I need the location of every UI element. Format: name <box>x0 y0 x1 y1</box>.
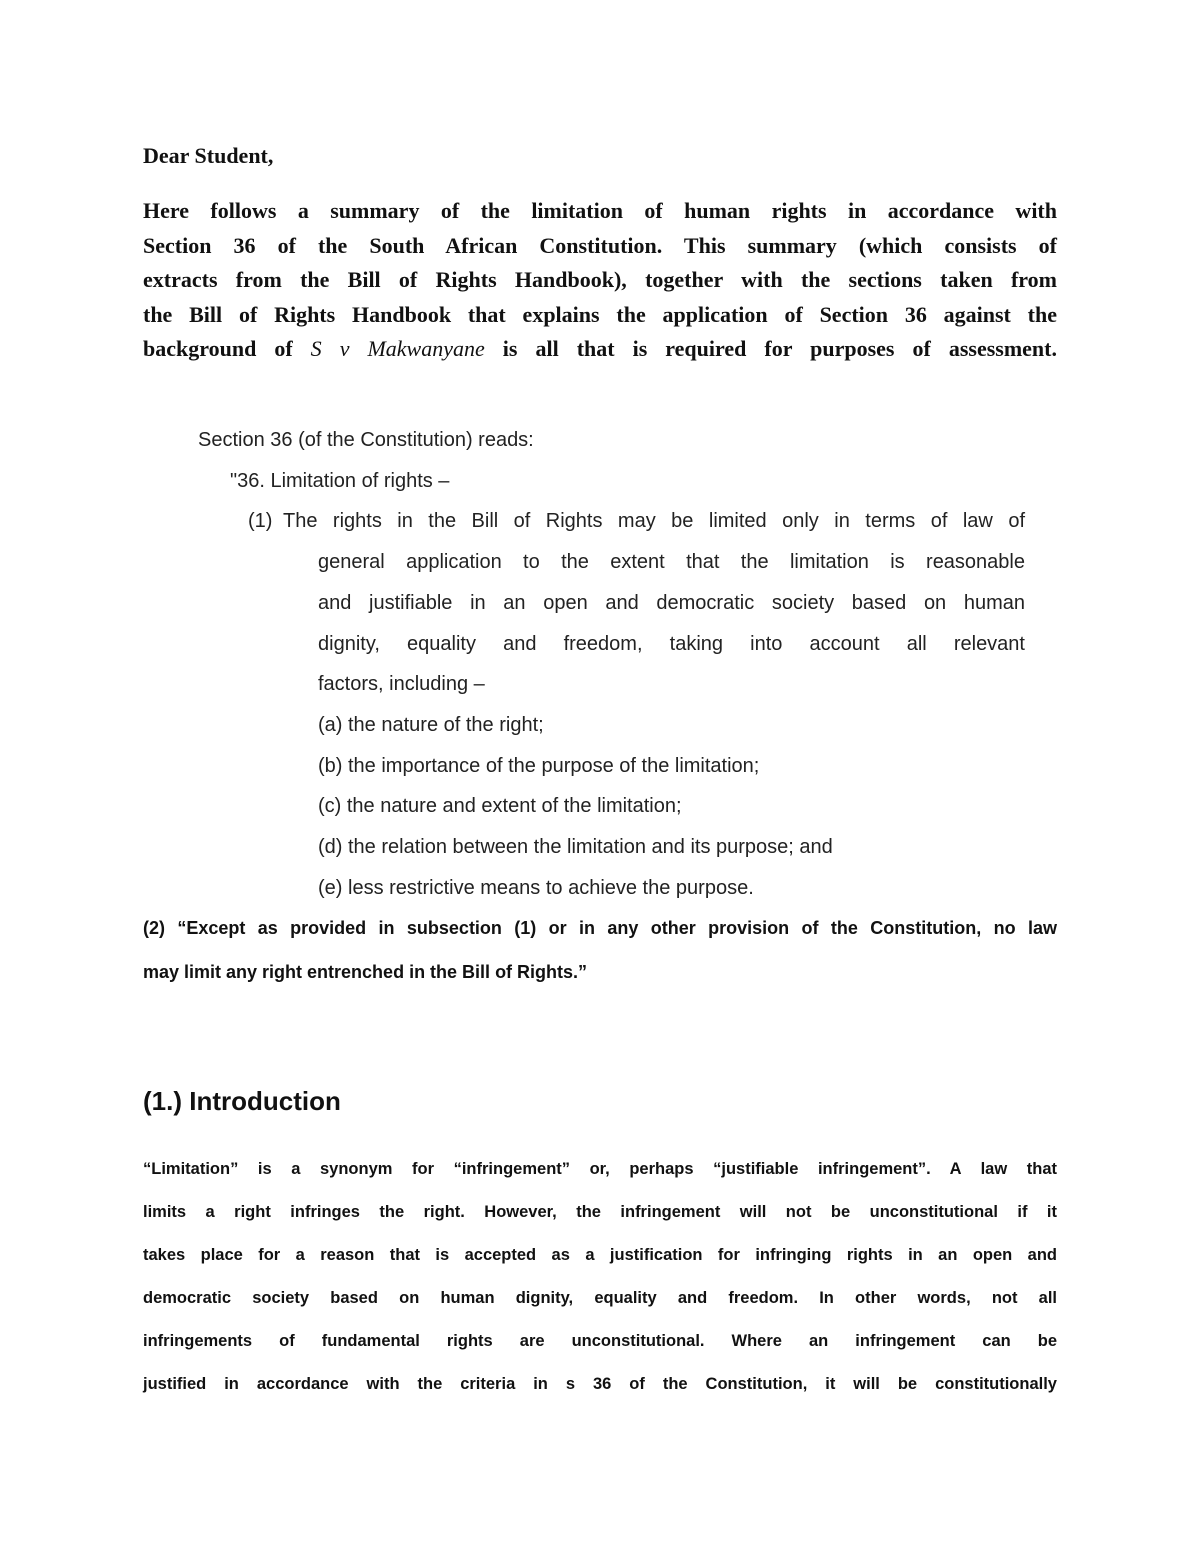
factor-item: (e) less restrictive means to achieve the purpose. <box>318 876 754 899</box>
text: is all that is required for purposes of assessment. <box>484 336 1057 361</box>
paragraph-line <box>143 332 1057 367</box>
paragraph-line: infringements of fundamental rights are unconstitutional. Where an infringement can be <box>143 1332 1057 1350</box>
text: background of <box>143 336 311 361</box>
summary-paragraph <box>143 194 1057 367</box>
paragraph-line: Here follows a summary of the limitation of human rights in accordance with <box>143 198 1057 223</box>
subsection-2 <box>143 906 1057 994</box>
introduction-paragraph <box>143 1148 1057 1406</box>
paragraph-line: may limit any right entrenched in the Bill of Rights.” <box>143 962 588 982</box>
subsection-1-line: and justifiable in an open and democratic society based on human <box>318 591 1025 614</box>
section-title: "36. Limitation of rights – <box>230 469 450 492</box>
paragraph-line: the Bill of Rights Handbook that explains the application of Section 36 against the <box>143 301 1057 327</box>
section-intro: Section 36 (of the Constitution) reads: <box>198 429 534 451</box>
factor-item: (d) the relation between the limitation and its purpose; and <box>318 836 833 859</box>
subsection-1-line: factors, including – <box>318 673 485 696</box>
text: The rights in the Bill of Rights may be limited only in terms of law of <box>283 510 1025 533</box>
section-36-quote <box>0 420 1200 908</box>
paragraph-line: democratic society based on human dignity, equality and freedom. In other words, not all <box>143 1289 1057 1307</box>
factor-item: (a) the nature of the right; <box>318 713 544 736</box>
factor-item: (c) the nature and extent of the limitation; <box>318 795 682 818</box>
subsection-1-line: general application to the extent that the limitation is reasonable <box>318 551 1025 574</box>
subsection-number: (1) <box>248 510 273 533</box>
paragraph-line: takes place for a reason that is accepted as a justification for infringing rights in an open and <box>143 1246 1057 1264</box>
case-name: S v Makwanyane <box>310 336 485 361</box>
factor-item: (b) the importance of the purpose of the limitation; <box>318 754 760 777</box>
paragraph-line: justified in accordance with the criteria in s 36 of the Constitution, it will be constitutionally <box>143 1375 1057 1393</box>
subsection-1-line: dignity, equality and freedom, taking into account all relevant <box>318 632 1025 655</box>
subsection-1-line <box>248 501 1025 542</box>
paragraph-line: (2) “Except as provided in subsection (1) or in any other provision of the Constitution, no law <box>143 918 1057 938</box>
section-heading: (1.) Introduction <box>143 1086 341 1116</box>
paragraph-line: limits a right infringes the right. However, the infringement will not be unconstitutional if it <box>143 1203 1057 1221</box>
paragraph-line: “Limitation” is a synonym for “infringement” or, perhaps “justifiable infringement”. A law that <box>143 1160 1057 1178</box>
paragraph-line: extracts from the Bill of Rights Handbook), together with the sections taken from <box>143 267 1057 292</box>
greeting: Dear Student, <box>143 143 274 168</box>
paragraph-line: Section 36 of the South African Constitution. This summary (which consists of <box>143 232 1057 258</box>
